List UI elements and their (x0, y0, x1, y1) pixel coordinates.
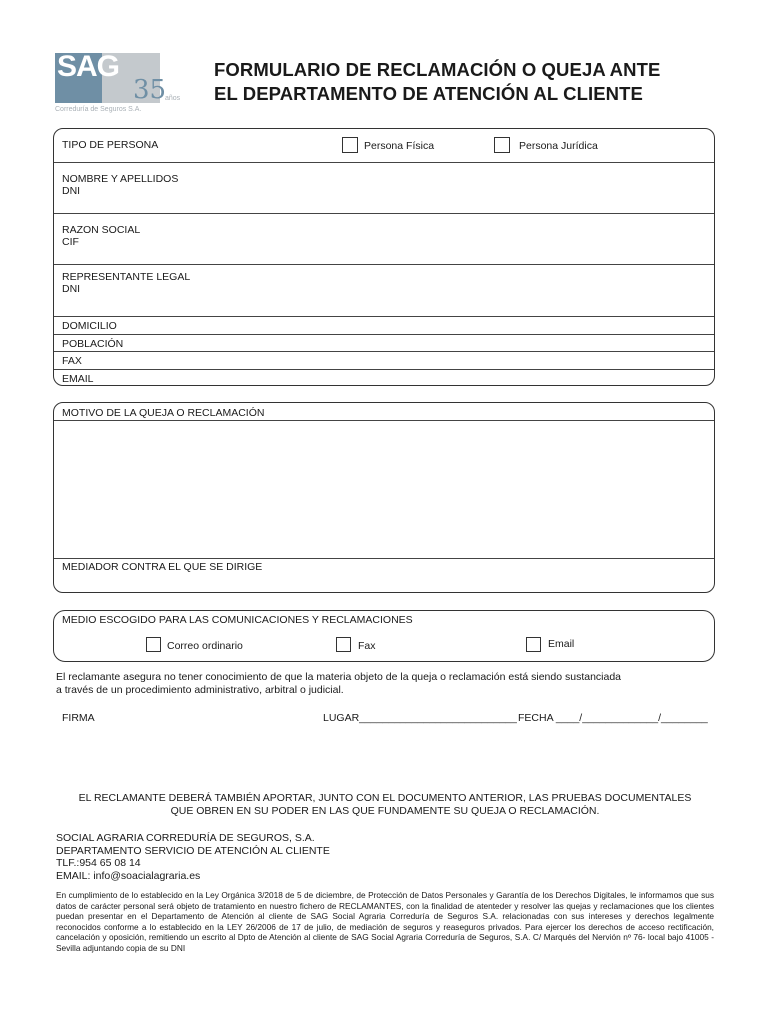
logo-years: años (165, 95, 181, 102)
divider (54, 369, 714, 370)
persona-fisica-label: Persona Física (364, 140, 435, 152)
company-name: SOCIAL AGRARIA CORREDURÍA DE SEGUROS, S.A. (56, 832, 315, 844)
motivo-label: MOTIVO DE LA QUEJA O RECLAMACIÓN (62, 407, 265, 419)
department-name: DEPARTAMENTO SERVICIO DE ATENCIÓN AL CLIENTE (56, 844, 330, 857)
contact-block (56, 832, 556, 882)
nombre-label: NOMBRE Y APELLIDOS (62, 173, 179, 185)
correo-ordinario-checkbox[interactable] (146, 637, 161, 652)
divider (54, 264, 714, 265)
fax-label: FAX (62, 355, 82, 367)
fecha-field[interactable]: FECHA ____/_____________/________ (518, 712, 708, 724)
divider (54, 316, 714, 317)
company-logo (55, 50, 185, 115)
divider (54, 162, 714, 163)
motivo-textarea[interactable] (56, 422, 712, 556)
email-checkbox[interactable] (526, 637, 541, 652)
divider (54, 351, 714, 352)
aviso-line-1: EL RECLAMANTE DEBERÁ TAMBIÉN APORTAR, JUNTO CON EL DOCUMENTO ANTERIOR, LAS PRUEBAS DOCUMENTALES (78, 792, 692, 804)
poblacion-label: POBLACIÓN (62, 338, 124, 350)
divider (54, 558, 714, 559)
lugar-field[interactable]: LUGAR___________________________ (323, 712, 517, 724)
email-label: EMAIL (62, 373, 94, 385)
medio-label: MEDIO ESCOGIDO PARA LAS COMUNICACIONES Y RECLAMACIONES (62, 614, 413, 626)
fax-checkbox[interactable] (336, 637, 351, 652)
logo-subtitle: Correduría de Seguros S.A. (55, 106, 142, 113)
tipo-persona-label: TIPO DE PERSONA (62, 139, 159, 151)
divider (54, 213, 714, 214)
persona-juridica-checkbox[interactable] (494, 137, 510, 153)
email-option-label: Email (548, 638, 575, 650)
page-title (214, 58, 660, 106)
aviso-text (40, 792, 730, 817)
razon-social-label: RAZON SOCIAL (62, 224, 141, 236)
declaration-text (56, 671, 726, 696)
mediador-label: MEDIADOR CONTRA EL QUE SE DIRIGE (62, 561, 263, 573)
aviso-line-2: QUE OBREN EN SU PODER EN LAS QUE FUNDAMENTE SU QUEJA O RECLAMACIÓN. (170, 804, 600, 817)
contact-email: EMAIL: info@soacialagraria.es (56, 869, 201, 882)
divider (54, 420, 714, 421)
representante-dni-label: DNI (62, 283, 81, 295)
persona-section (53, 128, 715, 386)
persona-juridica-label: Persona Jurídica (519, 140, 598, 152)
domicilio-label: DOMICILIO (62, 320, 117, 332)
declaration-line-1: El reclamante asegura no tener conocimiento de que la materia objeto de la queja o reclamación está siendo sustanciada (56, 671, 622, 683)
title-line-2: EL DEPARTAMENTO DE ATENCIÓN AL CLIENTE (214, 83, 643, 104)
nombre-dni-label: DNI (62, 185, 81, 197)
cif-label: CIF (62, 236, 79, 248)
declaration-line-2: a través de un procedimiento administrativo, arbitral o judicial. (56, 683, 344, 696)
logo-number: 35 (133, 75, 167, 105)
fax-option-label: Fax (358, 640, 376, 652)
legal-notice: En cumplimiento de lo establecido en la Ley Orgánica 3/2018 de 5 de diciembre, de Protección de Datos Personales y Garantía de los Derechos Digitales, le informamos que sus datos de carácter personal será objeto de tratamiento en nuestro fichero de RECLAMANTES, con la finalidad de atenteder y resolver las quejas y reclamaciones que los clientes puedan presentar en el Departamento de Atención al cliente de SAG Social Agraria Correduría de Seguros S.A. relacionadas con sus intereses y derechos legalmente reconocidos conforme a lo establecido en la LEY 26/2006 de 17 de julio, de mediación de seguros y reaseguros privados. Para ejercer los derechos de acceso rectificación, cancelación y oposición, remitiendo un escrito al Dpto de Atención al cliente de SAG Social Agraria Correduría de Seguros, S.A. C/ Marqués del Nervión nº 76- local bajo 41005 - Sevilla adjuntando copia de su DNI (56, 890, 714, 953)
persona-fisica-checkbox[interactable] (342, 137, 358, 153)
title-line-1: FORMULARIO DE RECLAMACIÓN O QUEJA ANTE (214, 59, 661, 80)
logo-brand: SAG (57, 50, 120, 83)
phone-number: TLF.:954 65 08 14 (56, 857, 141, 869)
correo-ordinario-label: Correo ordinario (167, 640, 243, 652)
representante-label: REPRESENTANTE LEGAL (62, 271, 191, 283)
divider (54, 334, 714, 335)
firma-label: FIRMA (62, 712, 95, 724)
